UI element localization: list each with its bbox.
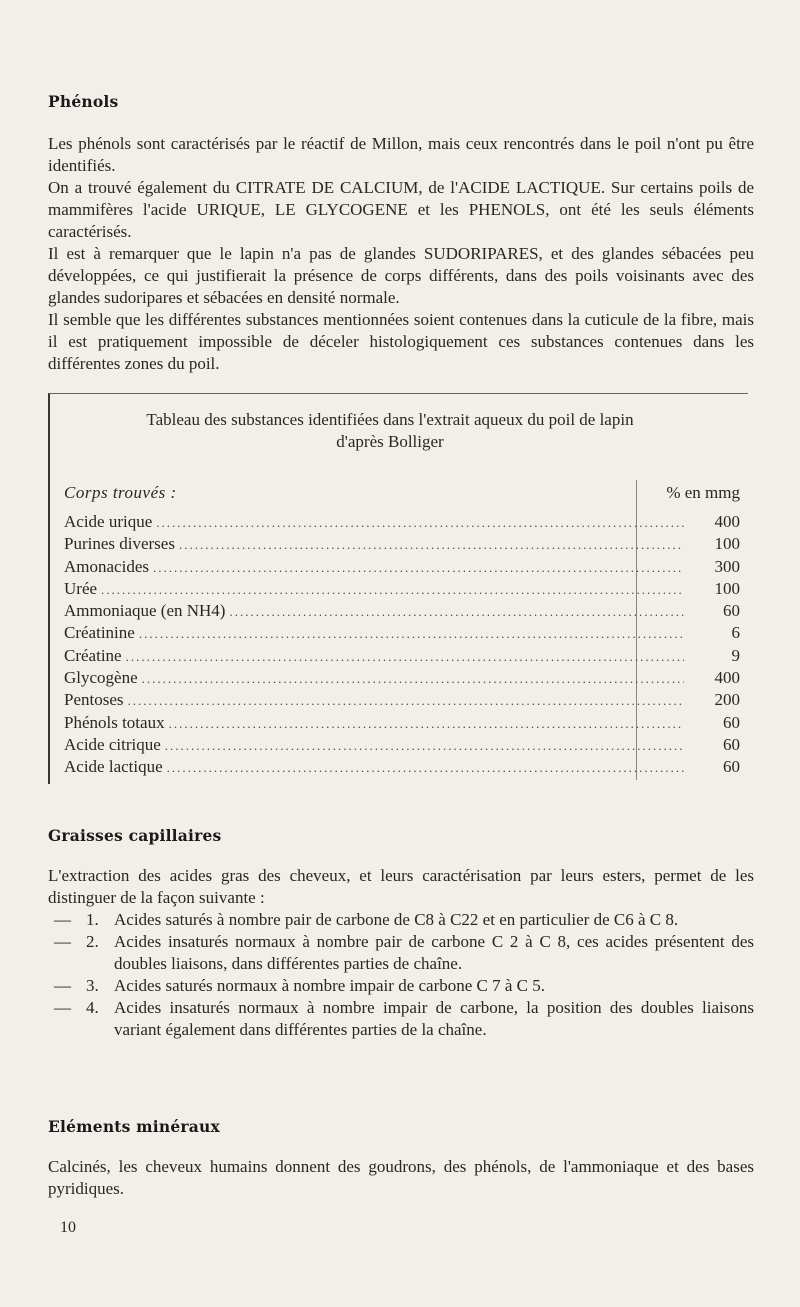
table-row xyxy=(64,646,740,668)
substance-name: Phénols totaux xyxy=(64,712,165,732)
leader-dots xyxy=(179,537,684,553)
substance-value: 300 xyxy=(714,556,740,576)
substance-name: Créatine xyxy=(64,645,122,665)
table-caption-source: d'après Bolliger xyxy=(336,432,444,451)
substance-value: 60 xyxy=(723,734,740,754)
list-number: 2. xyxy=(86,932,99,951)
list-number: 4. xyxy=(86,998,99,1017)
substance-name: Acide urique xyxy=(64,512,153,531)
mineraux-text: Calcinés, les cheveux humains donnent des goudrons, des phénols, de l'ammoniaque et des bases pyridiques. xyxy=(48,1157,754,1198)
leader-dots xyxy=(167,760,684,776)
leader-dots xyxy=(156,515,684,531)
substance-name: Amonacides xyxy=(64,556,149,576)
leader-dots xyxy=(139,626,684,642)
paragraph: On a trouvé également du CITRATE DE CALCIUM, de l'ACIDE LACTIQUE. Sur certains poils de mammifères l'acide URIQUE, LE GLYCOGENE et les PHENOLS, ont été les seuls éléments caractérisés. xyxy=(48,178,754,241)
leader-dots xyxy=(153,560,684,576)
section-title-graisses: Graisses capillaires xyxy=(48,826,222,845)
table-row xyxy=(64,512,740,534)
substance-value: 100 xyxy=(714,578,740,598)
substance-name: Pentoses xyxy=(64,690,124,710)
list-text: Acides insaturés normaux à nombre impair de carbone, la position des doubles liaisons variant également dans différentes parties de la chaîne. xyxy=(114,998,754,1039)
substance-name: Purines diverses xyxy=(64,534,175,554)
table-row xyxy=(64,713,740,735)
list-item xyxy=(48,997,754,1041)
list-dash: — xyxy=(54,910,71,929)
paragraph: Il est à remarquer que le lapin n'a pas de glandes SUDORIPARES, et des glandes sébacées peu développées, ce qui justifierait la présence de corps différents, dans des poils voisinants avec des glandes sudoripares et sébacées en densité normale. xyxy=(48,244,754,307)
substance-name: Créatinine xyxy=(64,623,135,643)
substance-name: Glycogène xyxy=(64,668,138,688)
list-text: Acides saturés normaux à nombre impair de carbone C 7 à C 5. xyxy=(114,976,546,995)
list-text: Acides saturés à nombre pair de carbone de C8 à C22 et en particulier de C6 à C 8. xyxy=(114,910,679,929)
leader-dots xyxy=(142,671,684,687)
table-row xyxy=(64,690,740,712)
page-number: 10 xyxy=(60,1219,76,1236)
leader-dots xyxy=(101,582,684,598)
list-number: 1. xyxy=(86,910,99,929)
graisses-list xyxy=(48,909,754,1041)
list-dash: — xyxy=(54,932,71,951)
leader-dots xyxy=(229,604,684,620)
table-column-unit: % en mmg xyxy=(666,483,740,502)
substance-name: Acide citrique xyxy=(64,734,161,754)
substance-value: 6 xyxy=(731,623,740,643)
table-body xyxy=(64,512,740,780)
list-item xyxy=(48,909,754,931)
table-caption xyxy=(60,409,720,453)
table-column-substance: Corps trouvés : xyxy=(64,483,177,502)
graisses-intro: L'extraction des acides gras des cheveux, et leurs caractérisation par leurs esters, permet de les distinguer de la façon suivante : xyxy=(48,866,754,907)
table-row xyxy=(64,601,740,623)
table-row xyxy=(64,757,740,779)
leader-dots xyxy=(126,649,684,665)
substance-value: 60 xyxy=(723,757,740,777)
substance-name: Ammoniaque (en NH4) xyxy=(64,601,226,621)
substance-value: 400 xyxy=(714,668,740,688)
substance-value: 60 xyxy=(723,601,740,621)
substance-value: 9 xyxy=(731,645,740,665)
table-row xyxy=(64,557,740,579)
table-row xyxy=(64,668,740,690)
leader-dots xyxy=(165,738,684,754)
substance-name: Urée xyxy=(64,578,98,598)
paragraph: Les phénols sont caractérisés par le réactif de Millon, mais ceux rencontrés dans le poil n'ont pu être identifiés. xyxy=(48,134,754,175)
list-dash: — xyxy=(54,976,71,995)
substance-name: Acide lactique xyxy=(64,757,163,777)
substance-value: 60 xyxy=(723,712,740,732)
substance-value: 200 xyxy=(714,690,740,710)
graisses-content xyxy=(48,865,754,1041)
table-caption-line: Tableau des substances identifiées dans l'extrait aqueux du poil de lapin xyxy=(146,410,634,429)
substance-value: 400 xyxy=(714,512,740,531)
table-row xyxy=(64,534,740,556)
leader-dots xyxy=(128,693,685,709)
table-row xyxy=(64,623,740,645)
list-text: Acides insaturés normaux à nombre pair de carbone C 2 à C 8, ces acides présentent des doubles liaisons, dans différentes parties de chaîne. xyxy=(114,932,754,973)
paragraph: Il semble que les différentes substances mentionnées soient contenues dans la cuticule de la fibre, mais il est pratiquement impossible de déceler histologiquement ces substances contenues dans les différentes zones du poil. xyxy=(48,310,754,373)
list-number: 3. xyxy=(86,976,99,995)
substance-value: 100 xyxy=(714,534,740,554)
list-item xyxy=(48,975,754,997)
list-dash: — xyxy=(54,998,71,1017)
section-title-mineraux: Eléments minéraux xyxy=(48,1117,220,1136)
leader-dots xyxy=(169,716,684,732)
phenols-text xyxy=(48,133,754,375)
table-row xyxy=(64,579,740,601)
table-row xyxy=(64,735,740,757)
section-title-phenols: Phénols xyxy=(48,92,119,111)
list-item xyxy=(48,931,754,975)
